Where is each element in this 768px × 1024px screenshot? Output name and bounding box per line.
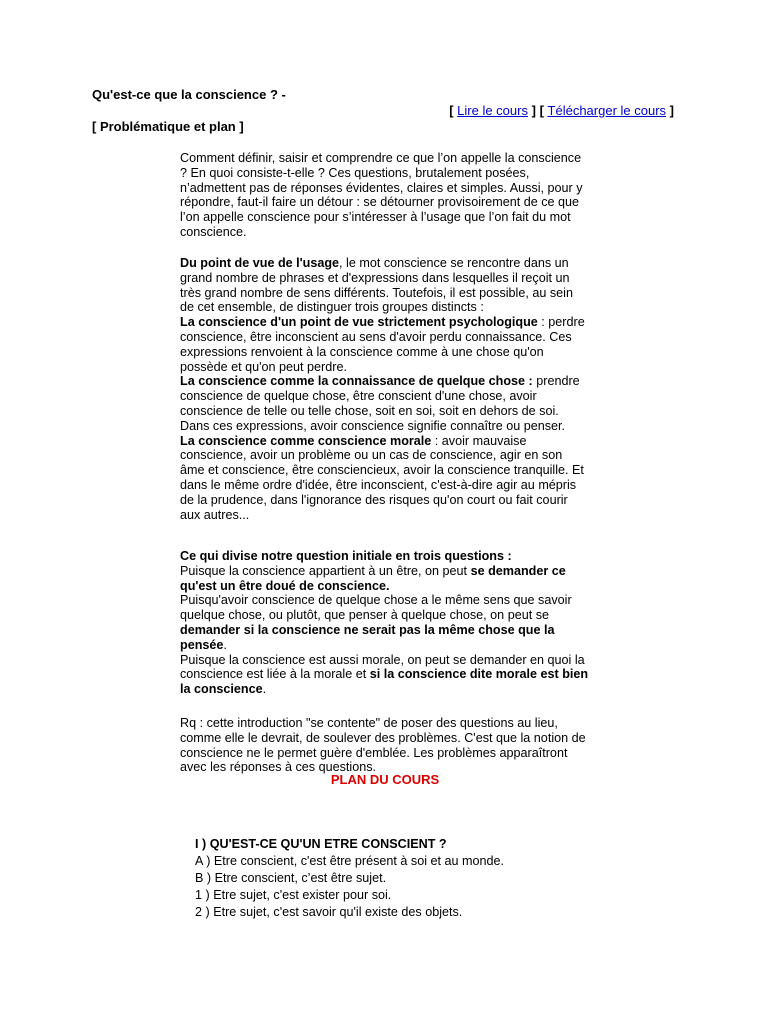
question1-text: Puisque la conscience appartient à un être, on peut — [180, 563, 471, 578]
plan-item: B ) Etre conscient, c’est être sujet. — [195, 871, 387, 885]
plan-item: A ) Etre conscient, c'est être présent à soi et au monde. — [195, 854, 505, 868]
plan-item: 1 ) Etre sujet, c'est exister pour soi. — [195, 888, 392, 902]
usage-lead-bold: Du point de vue de l'usage — [180, 256, 340, 270]
bracket-open: [ — [449, 103, 454, 118]
group2-heading: La conscience comme la connaissance de quelque chose : — [180, 374, 533, 389]
group2-text: prendre conscience de quelque chose, être conscient d'une chose, avoir conscience de telle ou telle chose, soit en soi, soit en dehors de soi. Dans ces expressions, avoir conscience signifie connaître ou penser. — [180, 374, 580, 433]
group3-text: : avoir mauvaise conscience, avoir un problème ou un cas de conscience, agir en son âme et conscience, être consciencieux, avoir la conscience tranquille. Et dans le même ordre d'idée, être inconscient, c'est-à-dire agir au mépris de la prudence, dans l'ignorance des risques qu'on court ou fait courir aux autres... — [180, 433, 584, 522]
question3-text: Puisque la conscience est aussi morale, on peut se demander en quoi la conscience est liée à la morale et — [180, 652, 585, 682]
question1-bold: se demander ce qu'est un être doué de conscience. — [180, 563, 566, 593]
remark-paragraph: Rq : cette introduction "se contente" de poser des questions au lieu, comme elle le devrait, de soulever des problèmes. C'est que la notion de conscience ne le permet guère d'emblée. Les problèmes apparaîtront avec les réponses à ces questions. — [180, 716, 586, 775]
page-title: Qu'est-ce que la conscience ? - — [92, 87, 286, 102]
question2-end: . — [223, 637, 227, 652]
download-course-link[interactable]: Télécharger le cours — [547, 103, 667, 118]
group1-heading: La conscience d'un point de vue strictement psychologique — [180, 315, 538, 330]
question3-end: . — [262, 682, 267, 697]
plan-item: 2 ) Etre sujet, c'est savoir qu'il existe des objets. — [195, 905, 463, 919]
questions-lead: Ce qui divise notre question initiale en trois questions : — [180, 549, 512, 563]
course-links — [449, 103, 674, 118]
read-course-link[interactable]: Lire le cours — [457, 103, 528, 118]
group3-heading: La conscience comme conscience morale — [180, 433, 432, 448]
intro-paragraph: Comment définir, saisir et comprendre ce que l’on appelle la conscience ? En quoi consiste-t-elle ? Ces questions, brutalement posées, n’admettent pas de réponses évidentes, claires et simples. Aussi, pour y répondre, faut-il faire un détour : se détourner provisoirement de ce que l’on appelle conscience pour s’intéresser à l’usage que l’on fait du mot conscience. — [180, 151, 583, 239]
plan-list — [195, 836, 595, 921]
usage-paragraph — [180, 256, 590, 522]
plan-heading: I ) QU'EST-CE QU'UN ETRE CONSCIENT ? — [195, 837, 447, 851]
bracket-close: ] — [531, 103, 536, 118]
page-subtitle: [ Problématique et plan ] — [92, 119, 244, 134]
plan-title: PLAN DU COURS — [330, 772, 440, 787]
bracket-open: [ — [539, 103, 544, 118]
questions-paragraph — [180, 549, 590, 697]
question3-bold: si la conscience dite morale est bien la conscience — [180, 667, 589, 697]
bracket-close: ] — [669, 103, 674, 118]
group1-text: : perdre conscience, être inconscient au sens d'avoir perdu connaissance. Ces expressions renvoient à la conscience comme à une chose qu'on possède et qu'on peut perdre. — [180, 315, 585, 374]
usage-lead-text: , le mot conscience se rencontre dans un grand nombre de phrases et d'expressions dans lesquelles il reçoit un très grand nombre de sens différents. Toutefois, il est possible, au sein de cet ensemble, de distinguer trois groupes distincts : — [180, 256, 573, 315]
question2-bold: demander si la conscience ne serait pas la même chose que la pensée — [180, 622, 555, 652]
question2-text: Puisqu'avoir conscience de quelque chose a le même sens que savoir quelque chose, ou plutôt, que penser à quelque chose, on peut se — [180, 593, 572, 623]
